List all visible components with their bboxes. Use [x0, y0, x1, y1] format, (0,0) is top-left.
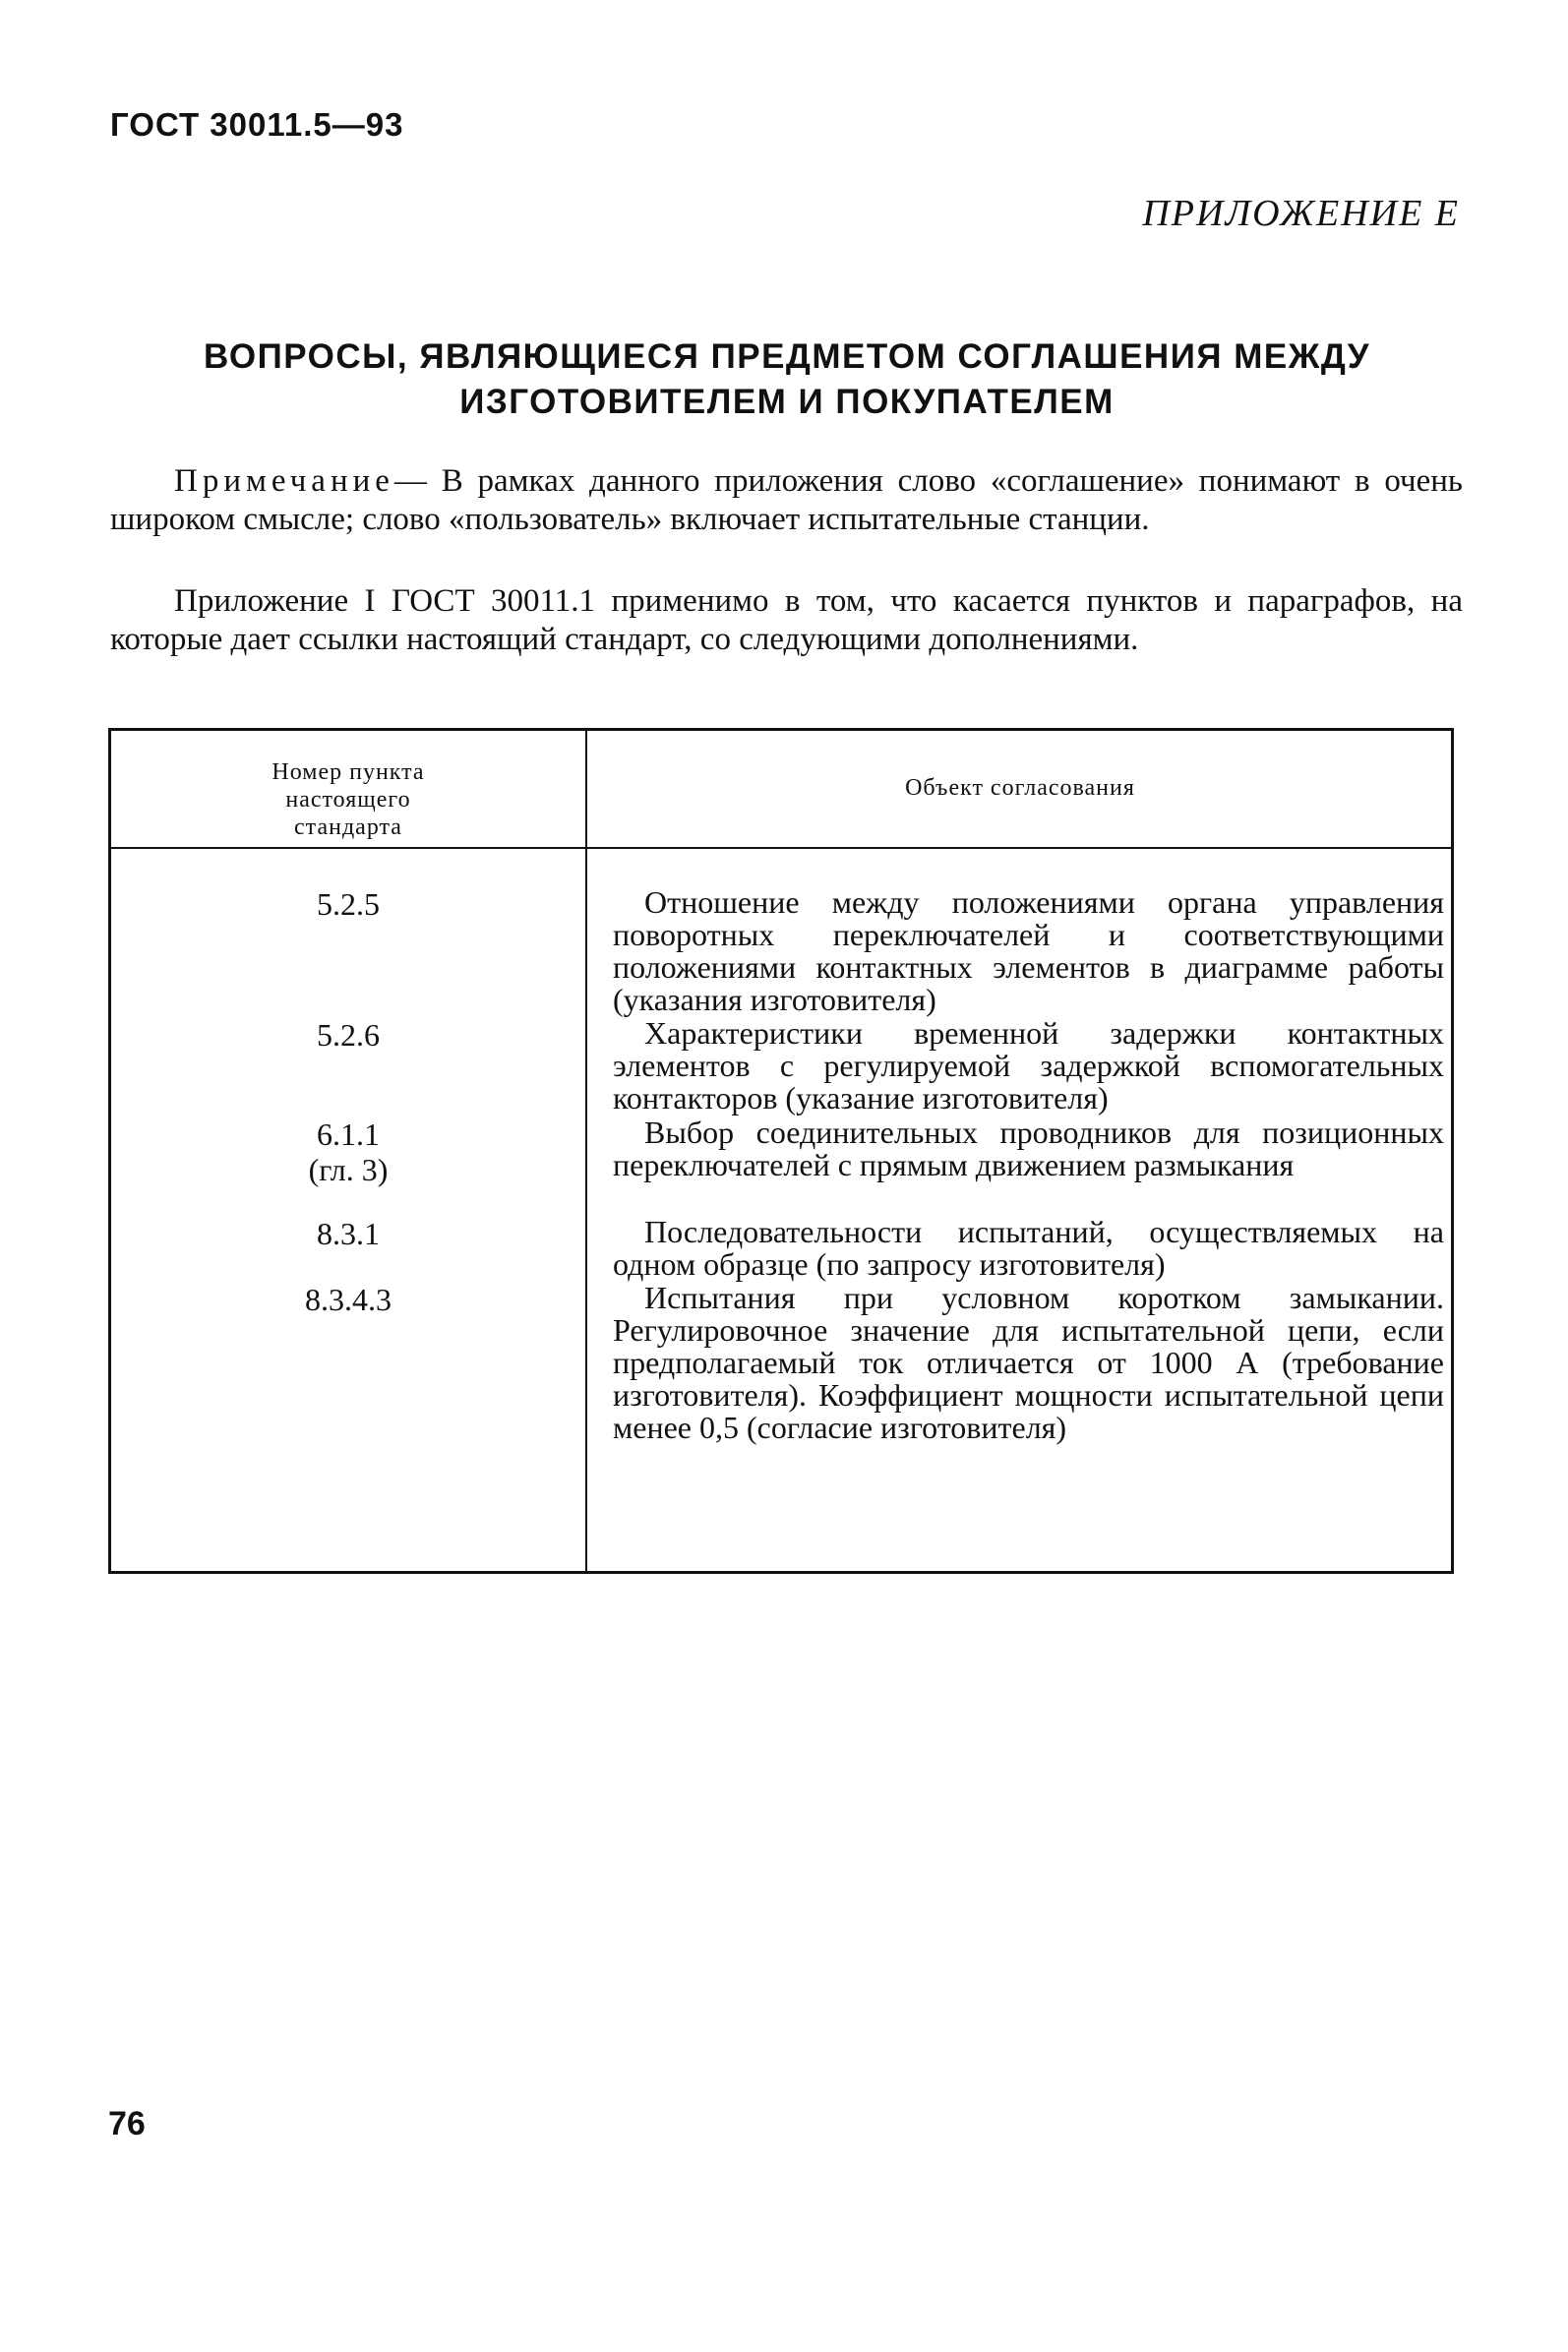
row-object-1: Отношение между положениями органа управления поворотных переключателей и соответствующими положениями контактных элементов в диаграмме работы (указания изготовителя)	[613, 884, 1444, 1017]
note-paragraph	[110, 462, 1463, 539]
header-agreement-object: Объект согласования	[905, 775, 1135, 801]
row-object-2: Характеристики временной задержки контактных элементов с регулируемой задержкой вспомогательных контакторов (указание изготовителя)	[613, 1015, 1444, 1116]
row-number-5: 8.3.4.3	[305, 1282, 392, 1317]
page-number: 76	[108, 2105, 146, 2142]
row-number-3: 6.1.1	[317, 1116, 380, 1152]
title-line-2: ИЗГОТОВИТЕЛЕМ И ПОКУПАТЕЛЕМ	[459, 383, 1115, 421]
header-rule	[111, 847, 1451, 849]
row-object-4: Последовательности испытаний, осуществляемых на одном образце (по запросу изготовителя)	[613, 1214, 1444, 1282]
appendix-label: ПРИЛОЖЕНИЕ Е	[1142, 193, 1460, 234]
header-clause-number: Номер пункта настоящего стандарта	[271, 759, 425, 840]
row-number-3-sub: (гл. 3)	[308, 1152, 389, 1187]
row-number-2: 5.2.6	[317, 1017, 380, 1053]
document-code: ГОСТ 30011.5—93	[110, 106, 404, 143]
row-object-3: Выбор соединительных проводников для позиционных переключателей с прямым движением размыкания	[613, 1115, 1444, 1182]
row-number-1: 5.2.5	[317, 886, 380, 922]
title-line-1: ВОПРОСЫ, ЯВЛЯЮЩИЕСЯ ПРЕДМЕТОМ СОГЛАШЕНИЯ МЕЖДУ	[204, 337, 1370, 376]
row-number-4: 8.3.1	[317, 1216, 380, 1251]
intro-paragraph: Приложение I ГОСТ 30011.1 применимо в том, что касается пунктов и параграфов, на которые дает ссылки настоящий стандарт, со следующими дополнениями.	[110, 583, 1463, 657]
page-title	[108, 334, 1466, 425]
note-text: — В рамках данного приложения слово «соглашение» понимают в очень широком смысле; слово «пользователь» включает испытательные станции.	[110, 463, 1463, 537]
agreement-table	[108, 728, 1454, 1574]
note-label: Примечание	[174, 463, 394, 499]
column-divider	[585, 731, 587, 1571]
row-object-5: Испытания при условном коротком замыкании. Регулировочное значение для испытательной цепи, если предполагаемый ток отличается от 1000 А (требование изготовителя). Коэффициент мощности испытательной цепи менее 0,5 (согласие изготовителя)	[613, 1280, 1444, 1445]
